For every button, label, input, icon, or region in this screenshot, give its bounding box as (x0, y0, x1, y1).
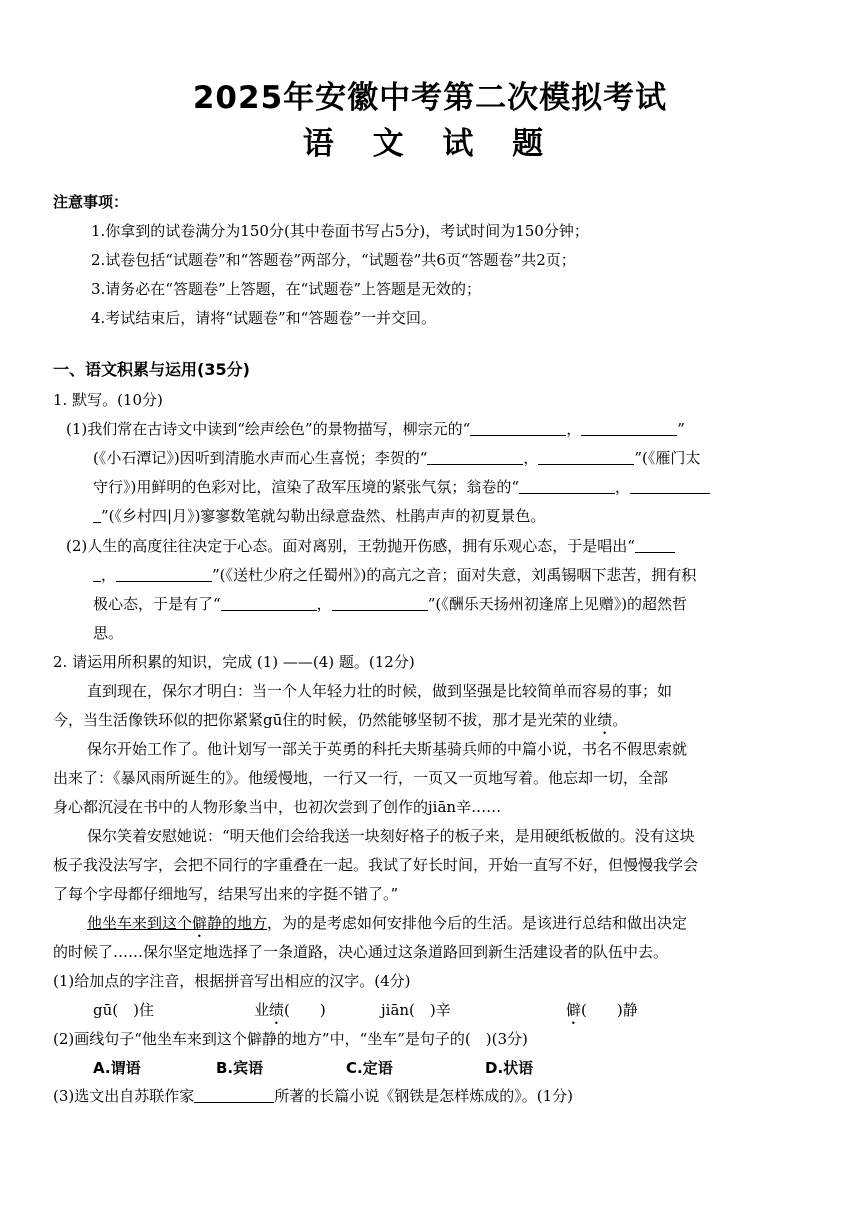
passage-line: 的时候了……保尔坚定地选择了一条道路，决心通过这条道路回到新生活建设者的队伍中去。 (53, 943, 669, 961)
section-heading: 一、语文积累与运用(35分) (53, 360, 250, 379)
sub-question-2: (2)画线句子“他坐车来到这个僻静的地方”中，“坐车”是句子的( )(3分) (53, 1030, 528, 1048)
sub-question-1: (1)给加点的字注音，根据拼音写出相应的汉字。(4分) (53, 972, 411, 990)
passage-line: 板子我没法写字，会把不同行的字重叠在一起。我试了好长时间，开始一直写不好，但慢慢我学会 (53, 856, 699, 874)
answer-blank[interactable] (630, 478, 710, 494)
answer-blank[interactable] (470, 420, 566, 436)
option-b[interactable]: B.宾语 (216, 1059, 264, 1077)
answer-blank[interactable] (635, 537, 675, 553)
passage-line: 保尔笑着安慰她说：“明天他们会给我送一块刻好格子的板子来，是用硬纸板做的。没有这块 (87, 827, 695, 845)
q1-part2-line: 思。 (93, 624, 124, 642)
option-c[interactable]: C.定语 (346, 1059, 393, 1077)
passage-line: 直到现在，保尔才明白：当一个人年轻力壮的时候，做到坚强是比较简单而容易的事；如 (87, 682, 673, 700)
answer-blank[interactable] (194, 1087, 274, 1103)
answer-blank[interactable] (93, 566, 101, 582)
pinyin-answer-gu[interactable]: gū( )住 (93, 1001, 154, 1019)
pinyin-answer-ji[interactable]: 业绩( ) (254, 1001, 326, 1019)
answer-blank[interactable] (332, 595, 428, 611)
q1-part2-line: 极心态，于是有了“ ， ”(《酬乐天扬州初逢席上见赠》)的超然哲 (93, 595, 688, 613)
option-d[interactable]: D.状语 (485, 1059, 534, 1077)
q1-part1-line: 守行》)用鲜明的色彩对比，渲染了敌军压境的紧张气氛；翁卷的“ ， (93, 477, 710, 497)
question-1-heading: 1. 默写。(10分) (53, 391, 163, 409)
sub-question-3: (3)选文出自苏联作家 所著的长篇小说《钢铁是怎样炼成的》。(1分) (53, 1087, 573, 1105)
q1-part2-line: ， ”(《送杜少府之任蜀州》)的高亢之音；面对失意，刘禹锡咽下悲苦，拥有积 (93, 565, 696, 585)
answer-blank[interactable] (116, 566, 212, 582)
answer-blank[interactable] (427, 449, 523, 465)
underlined-sentence: 他坐车来到这个僻静的地方 (87, 914, 268, 932)
q1-part1-line: (1)我们常在古诗文中读到“绘声绘色”的景物描写，柳宗元的“ ， ” (66, 420, 685, 438)
option-a[interactable]: A.谓语 (93, 1059, 141, 1077)
answer-blank[interactable] (93, 507, 101, 523)
passage-line: 了每个字母都仔细地写，结果写出来的字挺不错了。” (53, 885, 399, 903)
answer-blank[interactable] (538, 449, 634, 465)
notice-item: 3.请务必在“答题卷”上答题，在“试题卷”上答题是无效的； (91, 280, 481, 298)
pinyin-answer-pi[interactable]: 僻( )静 (566, 1001, 638, 1019)
passage-line: 身心都沉浸在书中的人物形象当中，也初次尝到了创作的jiān辛…… (53, 798, 502, 816)
passage-line: 保尔开始工作了。他计划写一部关于英勇的科托夫斯基骑兵师的中篇小说，书名不假思索就 (87, 740, 688, 758)
exam-subtitle: 语 文 试 题 (302, 126, 558, 162)
exam-title: 2025年安徽中考第二次模拟考试 (192, 80, 668, 116)
answer-blank[interactable] (519, 478, 615, 494)
q1-part1-line: (《小石潭记》)因听到清脆水声而心生喜悦；李贺的“ ， ”(《雁门太 (93, 449, 701, 467)
passage-line: 出来了：《暴风雨所诞生的》。他缓慢地，一行又一行，一页又一页地写着。他忘却一切，全部 (53, 769, 669, 787)
q1-part1-line: ”(《乡村四|月》)寥寥数笔就勾勒出绿意盎然、杜鹃声声的初夏景色。 (93, 506, 545, 526)
passage-line: 他坐车来到这个僻静的地方，为的是考虑如何安排他今后的生活。是该进行总结和做出决定 (87, 914, 688, 932)
hanzi-answer-jian[interactable]: jiān( )辛 (381, 1001, 451, 1019)
question-2-heading: 2. 请运用所积累的知识，完成 (1) ——(4) 题。(12分) (53, 653, 415, 671)
q1-part2-line: (2)人生的高度往往决定于心态。面对离别，王勃抛开伤感，拥有乐观心态，于是唱出“ (66, 536, 675, 556)
notice-item: 2.试卷包括“试题卷”和“答题卷”两部分，“试题卷”共6页“答题卷”共2页； (91, 251, 576, 269)
answer-blank[interactable] (581, 420, 677, 436)
answer-blank[interactable] (221, 595, 317, 611)
notice-item: 1.你拿到的试卷满分为150分(其中卷面书写占5分)，考试时间为150分钟； (91, 222, 589, 240)
passage-line: 今，当生活像铁环似的把你紧紧gū住的时候，仍然能够坚韧不拔，那才是光荣的业绩。 (53, 711, 628, 729)
notice-heading: 注意事项： (53, 193, 129, 211)
notice-item: 4.考试结束后，请将“试题卷”和“答题卷”一并交回。 (91, 309, 436, 327)
